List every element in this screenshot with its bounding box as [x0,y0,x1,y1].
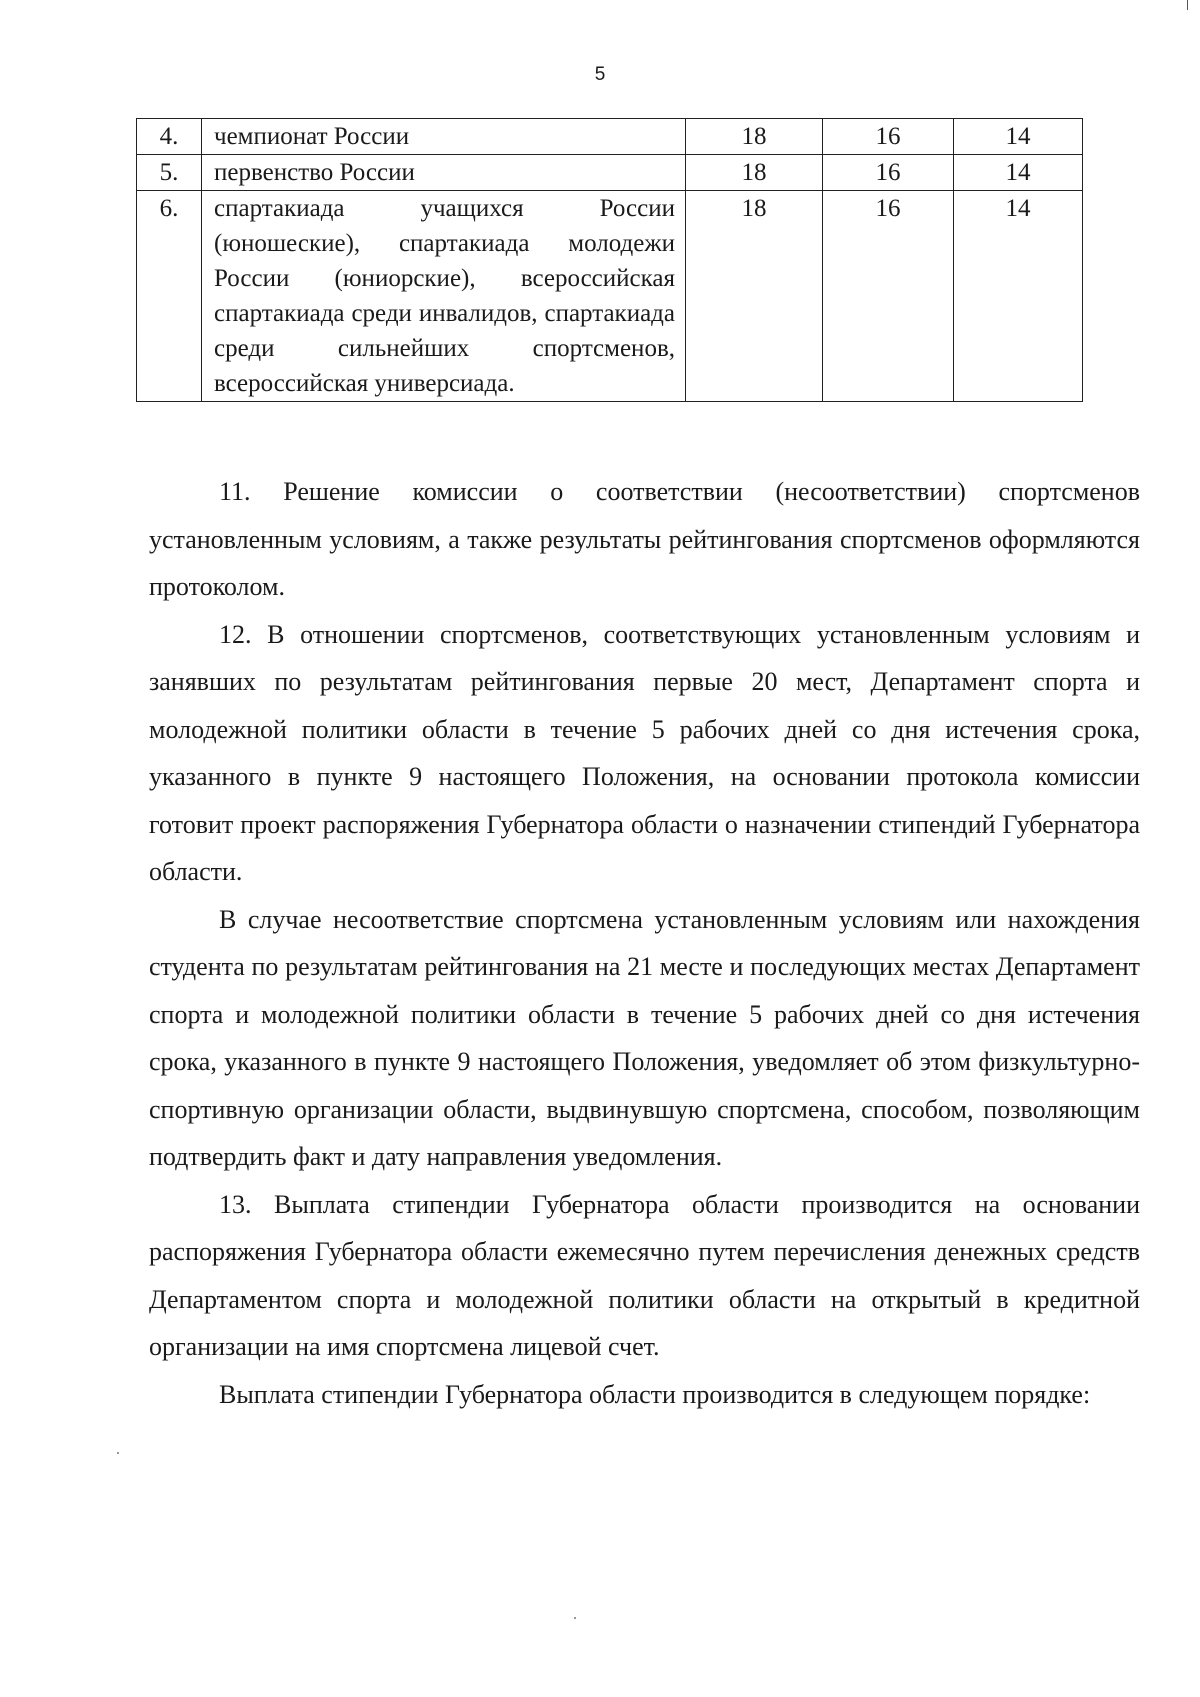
competition-name: чемпионат России [202,119,686,155]
scan-speck [574,1617,576,1619]
competition-name: спартакиада учащихся России (юношеские), спартакиада молодежи России (юниорские), всероссийская спартакиада среди инвалидов, спартакиада среди сильнейших спортсменов, всероссийская универсиада. [202,191,686,402]
row-number: 5. [137,155,202,191]
row-number: 4. [137,119,202,155]
value-cell: 18 [686,155,823,191]
ranking-table [136,118,1083,402]
value-cell: 16 [823,155,954,191]
paragraph-11: 11. Решение комиссии о соответствии (несоответствии) спортсменов установленным условиям, а также результаты рейтингования спортсменов оформляются протоколом. [149,477,1140,601]
value-cell: 14 [954,119,1083,155]
scan-speck [117,1452,119,1454]
value-cell: 14 [954,191,1083,402]
paragraph-12-continuation: В случае несоответствие спортсмена установленным условиям или нахождения студента по результатам рейтингования на 21 месте и последующих местах Департамент спорта и молодежной политики области в течение 5 рабочих дней со дня истечения срока, указанного в пункте 9 настоящего Положения, уведомляет об этом физкультурно-спортивную организации области, выдвинувшую спортсмена, способом, позволяющим подтвердить факт и дату направления уведомления. [149,904,1140,1171]
scan-corner-mark [1187,0,1188,10]
value-cell: 14 [954,155,1083,191]
value-cell: 16 [823,119,954,155]
paragraph-12: 12. В отношении спортсменов, соответствующих установленным условиям и занявших по результатам рейтингования первые 20 мест, Департамент спорта и молодежной политики области в течение 5 рабочих дней со дня истечения срока, указанного в пункте 9 настоящего Положения, на основании протокола комиссии готовит проект распоряжения Губернатора области о назначении стипендий Губернатора области. [149,619,1140,886]
document-body [149,468,1140,1418]
paragraph-13: 13. Выплата стипендии Губернатора области производится на основании распоряжения Губернатора области ежемесячно путем перечисления денежных средств Департаментом спорта и молодежной политики области на открытый в кредитной организации на имя спортсмена лицевой счет. [149,1189,1140,1361]
table-row [137,155,1083,191]
table-row [137,191,1083,402]
table-row [137,119,1083,155]
value-cell: 18 [686,119,823,155]
competition-name: первенство России [202,155,686,191]
value-cell: 16 [823,191,954,402]
paragraph-13-continuation: Выплата стипендии Губернатора области производится в следующем порядке: [219,1379,1091,1409]
page-number: 5 [594,64,606,85]
value-cell: 18 [686,191,823,402]
row-number: 6. [137,191,202,402]
